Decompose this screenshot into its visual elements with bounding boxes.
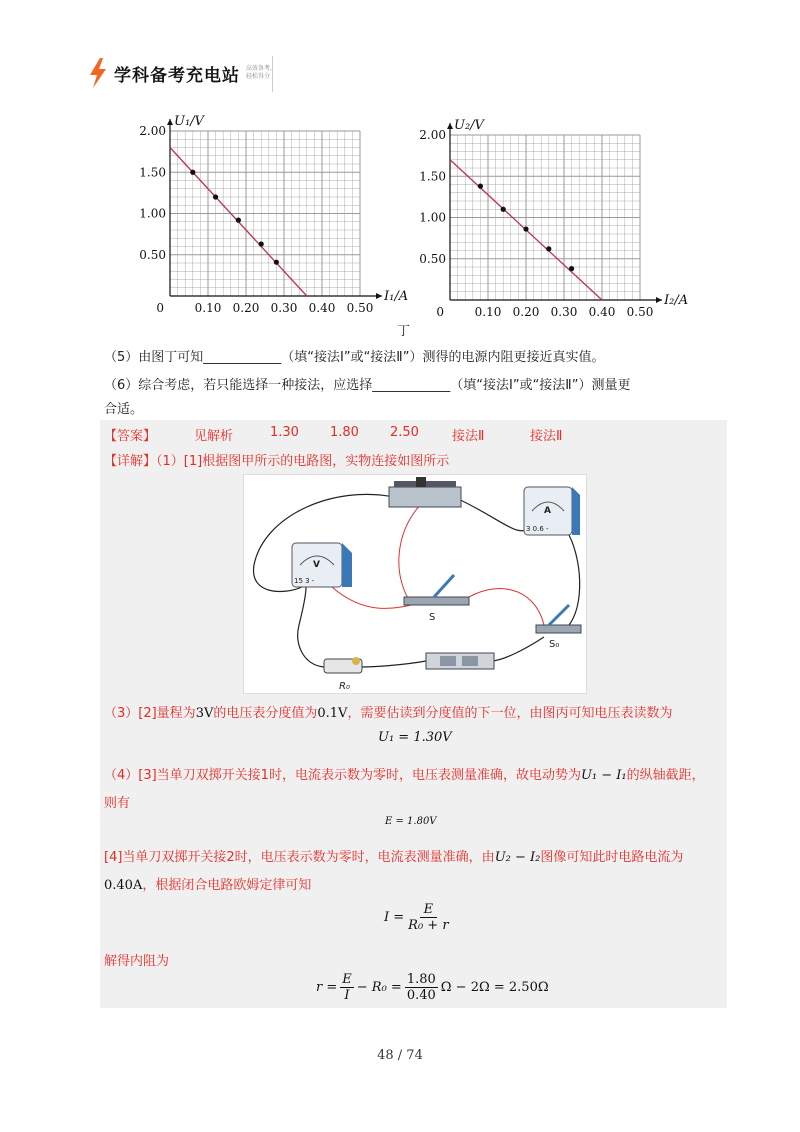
detail-p6: 解得内阻为	[104, 954, 170, 969]
x-tick-label: 0.30	[550, 305, 578, 319]
y-axis-label: U₂/V	[454, 118, 484, 133]
question-6-line1: （6）综合考虑，若只能选择一种接法，应选择____________（填“接法Ⅰ”或“接法Ⅱ”）测量更	[104, 378, 631, 393]
site-logo	[88, 58, 280, 88]
equation-u1: U₁ = 1.30V	[378, 730, 452, 745]
switch-s-label: S	[429, 612, 436, 623]
logo-text: 学科备考充电站	[114, 65, 240, 86]
logo-slogan: 高效备考, 轻松得分	[246, 65, 272, 80]
equation-ohm: I = $\frac{E}{\text{R₀ + r}}$	[384, 902, 449, 933]
y-tick-label: 1.00	[419, 210, 446, 225]
answer-item: 接法Ⅱ	[530, 429, 563, 444]
x-axis-label: I₂/A	[664, 293, 689, 308]
answer-row	[104, 425, 562, 444]
y-axis-label: U₁/V	[174, 114, 204, 129]
figure-caption: 丁	[397, 324, 411, 339]
detail-p5-cont: 0.40A，根据闭合电路欧姆定律可知	[104, 878, 312, 893]
detail-p5: [4]当单刀双掷开关接2时，电压表示数为零时，电流表测量准确，由U₂ − I₂图像可知此时电路电流为	[104, 850, 684, 865]
answer-item: 1.30	[270, 425, 299, 440]
y-tick-label: 2.00	[139, 124, 166, 138]
y-tick-label: 0.50	[139, 247, 166, 262]
data-point	[274, 260, 279, 265]
x-axis-arrow	[656, 297, 662, 303]
resistor-r0	[324, 657, 362, 692]
answer-item: 2.50	[390, 425, 419, 440]
page-number: 48 / 74	[377, 1048, 423, 1063]
x-axis-arrow	[376, 293, 382, 299]
switch-s0-label: S₀	[549, 639, 560, 650]
ammeter	[524, 487, 580, 535]
detail-p4-cont: 则有	[104, 796, 131, 811]
y-tick-label: 1.50	[139, 165, 166, 180]
data-point	[190, 170, 195, 175]
equation-e: E = 1.80V	[385, 816, 437, 827]
x-tick-label: 0.40	[588, 305, 616, 319]
question-5: （5）由图丁可知____________（填“接法Ⅰ”或“接法Ⅱ”）测得的电源内阻更接近真实值。	[104, 350, 605, 365]
x-axis-label: I₁/A	[384, 289, 409, 304]
x-tick-label: 0.50	[626, 305, 654, 319]
detail-label: 【详解】	[104, 454, 157, 469]
resistor-label: R₀	[339, 681, 350, 692]
rheostat	[389, 477, 461, 507]
data-point	[546, 246, 551, 251]
detail-p3: （3）[2]量程为3V的电压表分度值为0.1V，需要估读到分度值的下一位，由图丙可知电压表读数为	[104, 706, 673, 721]
battery	[426, 653, 494, 669]
answer-item: 见解析	[194, 429, 234, 444]
origin-label: 0	[156, 301, 164, 315]
voltmeter-range: 15 3 -	[294, 577, 315, 585]
ammeter-range: 3 0.6 -	[526, 525, 549, 533]
answer-label: 【答案】	[104, 429, 157, 444]
circuit-diagram	[243, 474, 587, 694]
data-point	[236, 218, 241, 223]
chart-u1-i1	[120, 108, 420, 318]
detail-p1	[104, 450, 449, 469]
x-tick-label: 0.50	[346, 301, 374, 315]
switch-s0	[536, 605, 581, 650]
y-tick-label: 1.00	[139, 206, 166, 221]
origin-label: 0	[436, 305, 444, 319]
x-tick-label: 0.30	[270, 301, 298, 315]
x-tick-label: 0.20	[512, 305, 540, 319]
y-tick-label: 0.50	[419, 251, 446, 266]
equation-r: r = $\frac{E}{I}$ − R₀ = $\frac{1.80}{0.40}$ Ω − 2Ω = 2.50Ω	[316, 972, 549, 1003]
x-tick-label: 0.20	[232, 301, 260, 315]
lightning-icon	[88, 58, 108, 88]
data-point	[569, 266, 574, 271]
y-axis-arrow	[167, 119, 173, 125]
data-point	[523, 226, 528, 231]
answer-item: 接法Ⅱ	[452, 429, 485, 444]
detail-p4: （4）[3]当单刀双掷开关接1时，电流表示数为零时，电压表测量准确，故电动势为U₁ − I₁的纵轴截距，	[104, 768, 705, 783]
chart-u2-i2	[400, 112, 700, 322]
header-divider	[272, 56, 273, 92]
data-point	[478, 184, 483, 189]
data-point	[259, 241, 264, 246]
data-point	[501, 207, 506, 212]
ammeter-label: A	[544, 506, 551, 516]
x-tick-label: 0.10	[194, 301, 222, 315]
y-tick-label: 2.00	[419, 128, 446, 142]
detail-p1-text: （1）[1]根据图甲所示的电路图，实物连接如图所示	[156, 454, 450, 469]
y-tick-label: 1.50	[419, 169, 446, 184]
answer-item: 1.80	[330, 425, 359, 440]
data-point	[213, 194, 218, 199]
x-tick-label: 0.40	[308, 301, 336, 315]
question-6-line2: 合适。	[104, 402, 144, 417]
voltmeter-label: V	[313, 560, 320, 570]
voltmeter	[292, 543, 352, 587]
x-tick-label: 0.10	[474, 305, 502, 319]
switch-s	[404, 575, 469, 623]
y-axis-arrow	[447, 123, 453, 129]
